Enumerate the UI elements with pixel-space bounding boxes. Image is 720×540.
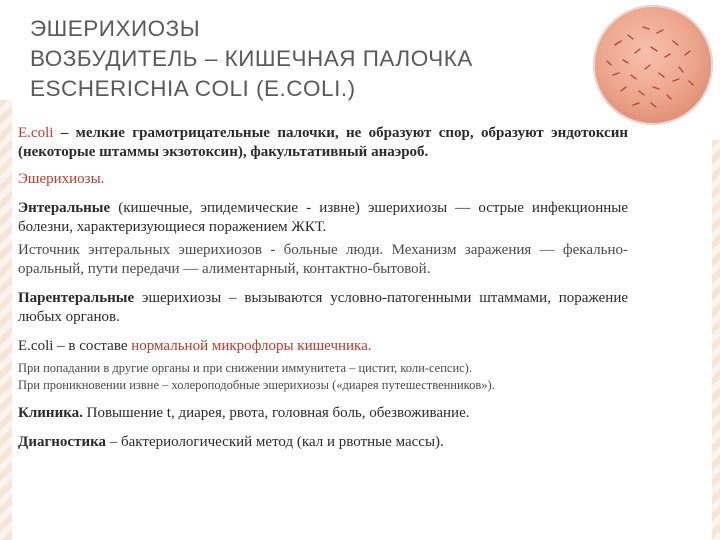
normal-microflora-highlight: нормальной микрофлоры кишечника. <box>131 338 372 354</box>
paragraph-normal-microflora <box>18 337 628 356</box>
term-diagnostics: Диагностика <box>18 434 107 450</box>
paragraph-other-organs: При попадании в другие органы и при снижении иммунитета – цистит, коли-сепсис). <box>18 361 472 375</box>
term-parenteral: Парентеральные <box>18 290 135 306</box>
slide-body <box>18 124 628 452</box>
paragraph-enteral <box>18 199 628 237</box>
paragraph-diagnostics <box>18 433 628 452</box>
petri-dish-image <box>593 5 713 125</box>
paragraph-escherichioses-heading: Эшерихиозы. <box>18 171 105 187</box>
ecoli-description-text: – мелкие грамотрицательные палочки, не образуют спор, образуют эндотоксин (некоторые штаммы экзотоксин), факультативный анаэроб. <box>18 125 628 160</box>
paragraph-ecoli-description <box>18 124 628 162</box>
term-enteral: Энтеральные <box>18 200 111 216</box>
paragraph-external-penetration: При проникновении извне – холероподобные эшерихиозы («диарея путешественников»). <box>18 378 495 392</box>
title-line-2: ВОЗБУДИТЕЛЬ – КИШЕЧНАЯ ПАЛОЧКА <box>30 46 473 71</box>
term-ecoli-2: E.coli <box>18 338 54 354</box>
normal-microflora-mid: – в составе <box>53 338 132 354</box>
title-line-3: ESCHERICHIA COLI (E.COLI.) <box>30 76 356 101</box>
diagnostics-text: – бактериологический метод (кал и рвотные массы). <box>106 434 444 450</box>
clinic-text: Повышение t, диарея, рвота, головная боль, обезвоживание. <box>82 405 470 421</box>
paragraph-source-of-infection: Источник энтеральных эшерихиозов - больные люди. Механизм заражения — фекально-оральный, пути передачи — алиментарный, контактно-бытовой. <box>18 242 628 277</box>
paragraph-clinic <box>18 404 628 423</box>
decorative-stripes-right <box>712 140 720 540</box>
term-clinic: Клиника. <box>18 405 83 421</box>
enteral-text: (кишечные, эпидемические - извне) эшерихиозы — острые инфекционные болезни, характеризующиеся поражением ЖКТ. <box>18 200 628 235</box>
parenteral-text: эшерихиозы – вызываются условно-патогенными штаммами, поражение любых органов. <box>18 290 628 325</box>
decorative-stripes-left <box>0 100 12 540</box>
title-line-1: ЭШЕРИХИОЗЫ <box>30 16 201 41</box>
slide-title <box>30 14 570 104</box>
petri-dish-bacteria-icon <box>593 5 713 125</box>
term-ecoli: E.coli <box>18 125 54 141</box>
paragraph-parenteral <box>18 289 628 327</box>
